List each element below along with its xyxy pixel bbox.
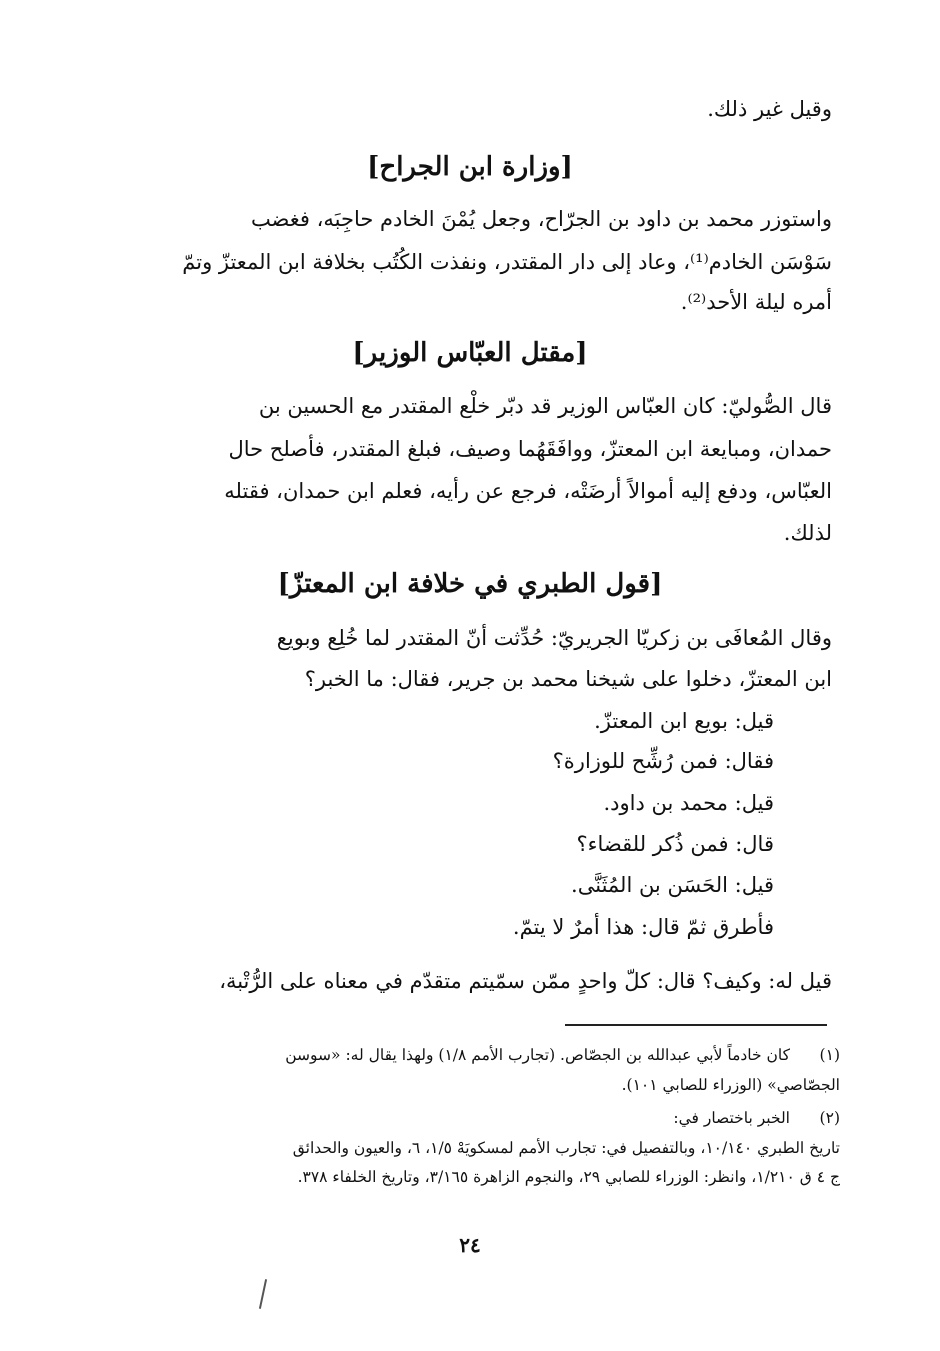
dialogue-line: فأطرق ثمّ قال: هذا أمرٌ لا يتمّ. [512, 915, 774, 939]
footnote-line: ج ٤ ق ١/٢١٠، وانظر: الوزراء للصابي ٢٩، والنجوم الزاهرة ٣/١٦٥، وتاريخ الخلفاء ٣٧٨. [297, 1168, 840, 1186]
section-heading-abbas-killing: [مقتل العبّاس الوزير] [352, 338, 588, 368]
paragraph-line: قال الصُّوليّ: كان العبّاس الوزير قد دبّر خلْع المقتدر مع الحسين بن [258, 394, 832, 418]
paragraph-line: حمدان، ومبايعة ابن المعتزّ، ووافَقَهُما وصيف، فبلغ المقتدر، فأصلح حال [228, 437, 832, 461]
paragraph-line: ابن المعتزّ، دخلوا على شيخنا محمد بن جرير، فقال: ما الخبر؟ [304, 667, 832, 691]
footnote-line: تاريخ الطبري ١٠/١٤٠، وبالتفصيل في: تجارب الأمم لمسكويَهْ ١/٥، ٦، والعيون والحدائق [292, 1139, 840, 1157]
paragraph-line: واستوزر محمد بن داود بن الجرّاح، وجعل يُمْنَ الخادم حاجِبَه، فغضب [250, 207, 832, 231]
paragraph-line: سَوْسَن الخادم⁽¹⁾، وعاد إلى دار المقتدر، ونفذت الكُتُب بخلافة ابن المعتزّ وتمّ [182, 250, 832, 274]
scan-mark [259, 1279, 267, 1309]
footnote-line: الخبر باختصار في: [673, 1109, 790, 1127]
footnote-separator [565, 1024, 827, 1026]
dialogue-line: قيل: محمد بن داود. [603, 791, 774, 815]
paragraph-line: العبّاس، ودفع إليه أموالاً أرضَتْه، فرجع عن رأيه، فعلم ابن حمدان، فقتله [224, 479, 832, 503]
footnote-number: (١) [819, 1046, 840, 1064]
dialogue-line: قال: فمن ذُكر للقضاء؟ [576, 832, 774, 856]
footnote-line: الجصّاصي» (الوزراء للصابي ١٠١). [621, 1076, 840, 1094]
paragraph-line: أمره ليلة الأحد⁽²⁾. [680, 290, 832, 314]
paragraph-line: لذلك. [783, 521, 832, 545]
dialogue-line: فقال: فمن رُشِّح للوزارة؟ [552, 749, 774, 773]
section-heading-tabari: [قول الطبري في خلافة ابن المعتزّ] [277, 569, 663, 599]
footnote-number: (٢) [819, 1109, 840, 1127]
dialogue-line: قيل: بويع ابن المعتزّ. [594, 709, 774, 733]
intro-line: وقيل غير ذلك. [707, 97, 832, 121]
footnote-line: كان خادماً لأبي عبدالله بن الجصّاص. (تجارب الأمم ١/٨) ولهذا يقال له: «سوسن [285, 1046, 790, 1064]
dialogue-line: قيل: الحَسَن بن المُثَنَّى. [571, 873, 774, 897]
section-heading-ibn-al-jarrah: [وزارة ابن الجراح] [367, 152, 573, 182]
page-number: ٢٤ [459, 1233, 481, 1257]
paragraph-line: قيل له: وكيف؟ قال: كلّ واحدٍ ممّن سمّيتم متقدّم في معناه على الرُّتْبة، [219, 969, 832, 993]
paragraph-line: وقال المُعافَى بن زكريّا الجريريّ: حُدِّثت أنّ المقتدر لما خُلِع وبويع [276, 626, 832, 650]
